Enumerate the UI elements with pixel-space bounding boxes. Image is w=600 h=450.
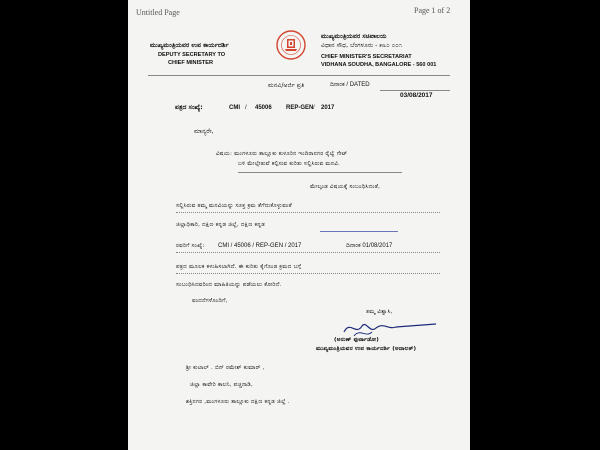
subject-line-2: ಬಳಿ ಮೇಲ್ಸೇತುವೆ ಕಲ್ಪಿಸುವ ಕುರಿತು ಸಲ್ಲಿಸಿರುವ ಮನವಿ. <box>238 161 340 167</box>
signatory-title: ಮುಖ್ಯಮಂತ್ರಿಯವರ ಉಪ ಕಾರ್ಯದರ್ಶಿ (ಅದಾಲತ್) <box>316 346 417 352</box>
dated-label: ದಿನಾಂಕ / DATED <box>330 82 370 88</box>
ref-sep-2: / <box>313 105 315 111</box>
body-line-4-date: ದಿನಾಂಕ 01/08/2017 <box>346 243 393 249</box>
ref-sep-1: / <box>245 105 247 111</box>
body-line-2: ಸಲ್ಲಿಸಿರುವ ತಮ್ಮ ಮನವಿಯನ್ನು ಸೂಕ್ತ ಕ್ರಮ ತೆಗೆದುಕೊಳ್ಳುವಂತೆ <box>176 203 292 209</box>
address-line-3: ಶಕ್ತಿನಗರ ,ಮಂಗಳೂರು ತಾಲ್ಲೂಕು ದಕ್ಷಿಣ ಕನ್ನಡ ಜಿಲ್ಲೆ . <box>186 399 290 405</box>
government-seal-icon <box>276 30 306 60</box>
letterhead-left-kannada: ಮುಖ್ಯಮಂತ್ರಿಯವರ ಉಪ ಕಾರ್ಯದರ್ಶಿ <box>150 42 229 49</box>
closing-thanks: ವಂದನೆಗಳೊಂದಿಗೆ, <box>192 298 228 304</box>
body-line-4-dots <box>176 252 440 253</box>
letterhead-right-en-1: CHIEF MINISTER'S SECRETARIAT <box>321 54 412 60</box>
ref-part-d: 2017 <box>321 105 335 111</box>
letterhead-right-kannada-1: ಮುಖ್ಯಮಂತ್ರಿಯವರ ಸಚಿವಾಲಯ <box>321 33 387 40</box>
ref-label: ಪತ್ರದ ಸಂಖ್ಯೆ: <box>175 104 203 111</box>
body-line-1: ಮೇಲ್ಕಂಡ ವಿಷಯಕ್ಕೆ ಸಂಬಂಧಿಸಿದಂತೆ, <box>310 184 381 190</box>
header-divider <box>148 75 450 76</box>
body-line-3: ಜಿಲ್ಲಾಧಿಕಾರಿ, ದಕ್ಷಿಣ ಕನ್ನಡ ಜಿಲ್ಲೆ, ದಕ್ಷಿಣ ಕನ್ನಡ <box>176 222 266 228</box>
subject-underline <box>238 172 402 173</box>
page-title: Untitled Page <box>136 8 180 17</box>
closing-yours: ತಮ್ಮ ವಿಶ್ವಾಸಿ, <box>366 309 393 315</box>
body-line-3-mark <box>320 231 398 232</box>
date-underline <box>380 90 450 91</box>
ref-part-b: 45006 <box>255 105 272 111</box>
letterhead-right-en-2: VIDHANA SOUDHA, BANGALORE - 560 001 <box>321 62 437 68</box>
salutation: ಮಾನ್ಯರೇ, <box>194 128 214 135</box>
body-line-6: ಸಂಬಂಧಿಸಿದವರಿಂದ ಮಾಹಿತಿಯನ್ನು ಪಡೆಯಲು ಕೋರಿದೆ. <box>176 282 282 288</box>
letterhead-left-en-2: CHIEF MINISTER <box>168 60 214 66</box>
address-line-2: ಜಿಲ್ಲಾ ಕಾವೇರಿ ಕಾಲನಿ, ಪಚ್ಚನಾಡಿ, <box>190 382 253 388</box>
ref-part-a: CMI <box>229 105 240 111</box>
body-line-4-ref: CMI / 45006 / REP-GEN / 2017 <box>218 243 302 249</box>
page-counter: Page 1 of 2 <box>414 6 451 15</box>
letterhead-left-en-1: DEPUTY SECRETARY TO <box>158 52 226 58</box>
body-line-4-prefix: ರವರಿಗೆ ಸಂಖ್ಯೆ: <box>176 243 205 249</box>
date-value: 03/08/2017 <box>400 92 433 99</box>
notice-label: ಮನವಿ/ಅರ್ಜಿ ಪ್ರತಿ <box>268 82 305 89</box>
letterhead-right-kannada-2: ವಿಧಾನ ಸೌಧ, ಬೆಂಗಳೂರು - ೫೬೦ ೦೦೧ <box>321 42 403 49</box>
ref-part-c: REP-GEN <box>286 105 314 111</box>
body-line-5-dots <box>176 273 440 274</box>
body-line-5: ಪತ್ರದ ಮೂಲಕ ಕಳುಹಿಸಲಾಗಿದೆ. ಈ ಕುರಿತು ಕೈಗೊಂಡ ಕ್ರಮದ ಬಗ್ಗೆ <box>176 264 302 270</box>
body-line-2-dots <box>176 212 440 213</box>
address-line-1: ಶ್ರೀ ಕುಲಾಲ್ . ಬಿನ್ ರಮೇಶ್ ಕುಮಾರ್ , <box>186 365 265 371</box>
subject-line-1: ವಿಷಯ: ಮಂಗಳೂರು ತಾಲ್ಲೂಕು ಕುಳೂರಿನ ಇಂದಿರಾನಗರ ರೈಲ್ವೆ ಗೇಟ್ <box>216 151 348 157</box>
signatory-name: (ಅರುಣ್ ಫುರ್ಟಾಡೋ) <box>334 337 380 343</box>
letter-page <box>128 0 470 450</box>
